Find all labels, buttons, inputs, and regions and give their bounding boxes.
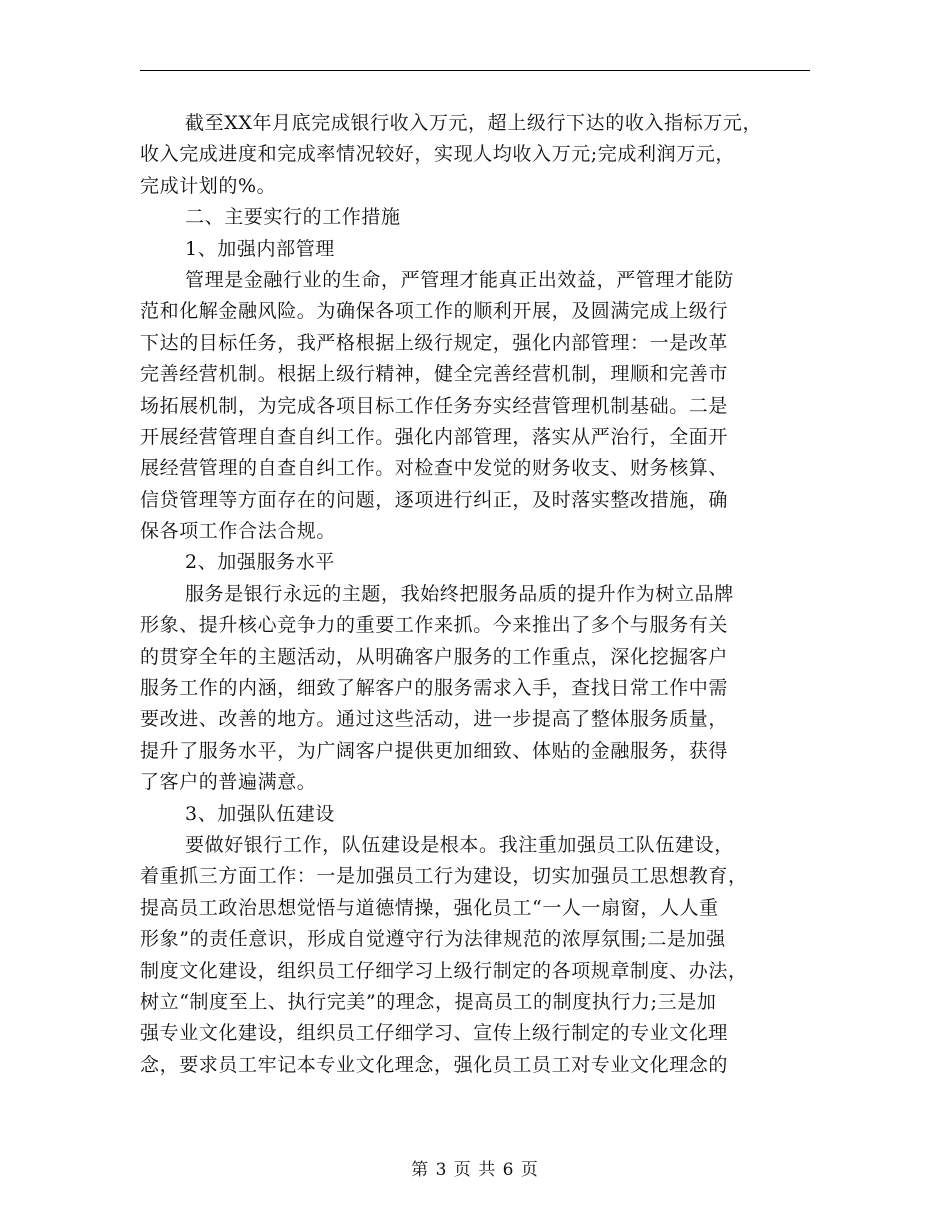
text-line: 管理是金融行业的生命，严管理才能真正出效益，严管理才能防 [185, 268, 734, 291]
text-line: 展经营管理的自查自纠工作。对检查中发觉的财务收支、财务核算、 [140, 457, 729, 480]
text-line: 形象、提升核心竞争力的重要工作来抓。今来推出了多个与服务有关 [140, 614, 729, 637]
text-line: 提高员工政治思想觉悟与道德情操，强化员工“一人一扇窗，人人重 [140, 896, 719, 919]
text-line: 强专业文化建设，组织员工仔细学习、宣传上级行制定的专业文化理 [140, 1022, 729, 1045]
text-line: 收入完成进度和完成率情况较好，实现人均收入万元;完成利润万元， [140, 143, 736, 166]
text-line: 范和化解金融风险。为确保各项工作的顺利开展，及圆满完成上级行 [140, 300, 729, 323]
document-body [140, 108, 816, 1081]
text-line: 1、加强内部管理 [185, 237, 335, 260]
text-line: 完成计划的%。 [140, 174, 277, 197]
text-line: 完善经营机制。根据上级行精神，健全完善经营机制，理顺和完善市 [140, 363, 729, 386]
text-line: 树立“制度至上、执行完美”的理念，提高员工的制度执行力;三是加 [140, 990, 717, 1013]
text-line: 制度文化建设，组织员工仔细学习上级行制定的各项规章制度、办法， [140, 959, 748, 982]
text-line: 形象”的责任意识，形成自觉遵守行为法律规范的浓厚氛围;二是加强 [140, 928, 726, 951]
text-line: 保各项工作合法合规。 [140, 520, 337, 543]
text-line: 服务工作的内涵，细致了解客户的服务需求入手，查找日常工作中需 [140, 677, 729, 700]
text-line: 了客户的普遍满意。 [140, 771, 317, 794]
text-line: 的贯穿全年的主题活动，从明确客户服务的工作重点，深化挖掘客户 [140, 645, 729, 668]
page-footer: 第 3 页 共 6 页 [411, 1160, 539, 1180]
text-line: 要改进、改善的地方。通过这些活动，进一步提高了整体服务质量， [140, 708, 729, 731]
text-line: 服务是银行永远的主题，我始终把服务品质的提升作为树立品牌 [185, 582, 734, 605]
text-line: 念，要求员工牢记本专业文化理念，强化员工员工对专业文化理念的 [140, 1053, 729, 1076]
text-line: 信贷管理等方面存在的问题，逐项进行纠正，及时落实整改措施，确 [140, 488, 729, 511]
text-line: 二、主要实行的工作措施 [185, 206, 401, 229]
text-line: 提升了服务水平，为广阔客户提供更加细致、体贴的金融服务，获得 [140, 739, 729, 762]
text-line: 场拓展机制，为完成各项目标工作任务夯实经营管理机制基础。二是 [140, 394, 729, 417]
text-line: 3、加强队伍建设 [185, 802, 335, 825]
text-line: 下达的目标任务，我严格根据上级行规定，强化内部管理：一是改革 [140, 331, 729, 354]
text-line: 着重抓三方面工作：一是加强员工行为建设，切实加强员工思想教育， [140, 865, 748, 888]
header-rule [140, 70, 810, 71]
text-line: 开展经营管理自查自纠工作。强化内部管理，落实从严治行，全面开 [140, 425, 729, 448]
text-line: 2、加强服务水平 [185, 551, 335, 574]
text-line: 要做好银行工作，队伍建设是根本。我注重加强员工队伍建设， [185, 833, 734, 856]
text-line: 截至XX年月底完成银行收入万元，超上级行下达的收入指标万元， [185, 112, 763, 134]
